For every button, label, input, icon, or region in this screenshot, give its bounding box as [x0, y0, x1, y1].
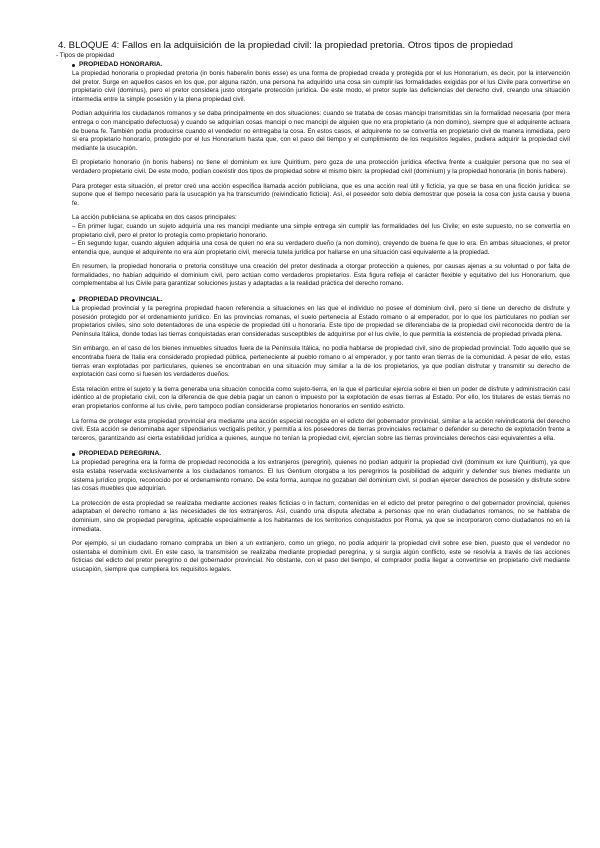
- bullet-icon: [72, 299, 75, 302]
- section-heading-label: PROPIEDAD HONORARIA.: [79, 61, 163, 68]
- bullet-icon: [72, 64, 75, 67]
- page-subtitle: - Tipos de propiedad: [56, 52, 115, 59]
- paragraph: La propiedad provincial y la peregrina propiedad hacen referencia a situaciones en las que el individuo no posee el dominium civil, pero sí tiene un derecho de disfrute y posesión protegido por el ordenamiento jurídico. En las provincias romanas, el suelo pertenecía al Estado romano o al emperador, por lo que los particulares no podían ser propietarios civiles, sino solo detentadores de una especie de propiedad útil u honoraria. Este tipo de propiedad se diferenciaba de la propiedad civil reconocida dentro de la Península Itálica, donde todas las tierras conquistadas eran consideradas susceptibles de adquirirse por el Ius civile, lo que permitía la existencia de propiedad privada plena.: [72, 305, 570, 338]
- section-heading: [72, 61, 570, 69]
- paragraph: Podían adquirirla los ciudadanos romanos y se daba principalmente en dos situaciones: cuando se trataba de cosas mancipi transmitidas sin la formalidad necesaria (por mera entrega o con mancipatio defectuosa) y cuando se adquirían cosas mancipi o nec mancipi de alguien que no era propietario (a non domino), siempre que el adquirente actuara de buena fe. También podía producirse cuando el vendedor no entregaba la cosa. En estos casos, el adquirente no se convertía en propietario civil de manera inmediata, pero sí era propietario honorario, protegido por el Ius Honorarium hasta que, con el paso del tiempo y el cumplimiento de los requisitos legales, pudiera adquirir la propiedad civil mediante la usucapión.: [72, 110, 570, 152]
- section-propiedad-honoraria: [58, 61, 570, 289]
- section-heading-label: PROPIEDAD PROVINCIAL.: [79, 296, 163, 304]
- paragraph: Sin embargo, en el caso de los bienes inmuebles situados fuera de la Península Itálica, no podía hablarse de propiedad civil, sino de propiedad provincial. Todo aquello que se encontraba fuera de Italia era considerado propiedad pública, perteneciente al pueblo romano o al emperador, y por tanto eran tierras de la comunidad. A pesar de ello, estas tierras eran explotadas por particulares, quienes se encontraban en una situación muy similar a la de los propietarios, ya que podían disfrutar y transmitir su derecho de explotación casi como si fuesen los verdaderos dueños.: [72, 345, 570, 379]
- paragraph: Para proteger esta situación, el pretor creó una acción específica llamada acción publiciana, que es una acción real útil y ficticia, ya que se basa en una ficción jurídica: se supone que el tiempo necesario para la usucapión ya ha transcurrido (reivindicatio ficticia). Así, el poseedor solo debía demostrar que poseía la cosa con justa causa y buena fe.: [72, 182, 570, 207]
- paragraph: En resumen, la propiedad honoraria o pretoria constituye una creación del pretor destinada a otorgar protección a quienes, por causas ajenas a su voluntad o por falta de formalidades, no habían adquirido el dominium civil, pero actúan como verdaderos propietarios. Esta figura refleja el carácter flexible y equitativo del Ius Honorarium, que complementaba al Ius Civile para garantizar soluciones justas y adaptadas a la realidad práctica del derecho romano.: [72, 263, 570, 288]
- page-title: 4. BLOQUE 4: Fallos en la adquisición de la propiedad civil: la propiedad pretoria. Otros tipos de propiedad: [58, 40, 513, 51]
- paragraph: La acción publiciana se aplicaba en dos casos principales: – En primer lugar, cuando un sujeto adquiría una res mancipi mediante una simple entrega sin cumplir las formalidades del Ius Civile; en este supuesto, no se convertía en propietario civil, pero el pretor lo protegía como propietario honorario. – En segundo lugar, cuando alguien adquiría una cosa de quien no era su verdadero dueño (a non domino), creyendo de buena fe que lo era. En ambas situaciones, el pretor entendía que, aunque el adquirente no era aún propietario civil, merecía tutela jurídica por hallarse en una situación casi equivalente a la propiedad.: [72, 214, 570, 256]
- bullet-icon: [72, 453, 75, 456]
- section-propiedad-peregrina: [58, 450, 570, 574]
- paragraph: La propiedad peregrina era la forma de propiedad reconocida a los extranjeros (peregrini), quienes no podían adquirir la propiedad civil (dominium ex iure Quiritium), ya que esta estaba reservada exclusivamente a los ciudadanos romanos. El Ius Gentium otorgaba a los peregrinos la posibilidad de adquirir y defender sus bienes mediante un sistema jurídico propio, reconocido por el ordenamiento romano. De esta forma, aunque no gozaban del dominium civil, sí podían ejercer derechos de posesión y disfrute sobre las cosas muebles que adquirían.: [72, 459, 570, 493]
- section-heading: [72, 296, 570, 304]
- section-propiedad-provincial: [58, 296, 570, 443]
- paragraph: La forma de proteger esta propiedad provincial era mediante una acción especial recogida en el edicto del gobernador provincial, similar a la acción reivindicatoria del derecho civil. Esta acción se denominaba ager stipendiarius vectigalis petitor, y permitía a los poseedores de tierras provinciales reclamar o defender su derecho de explotación frente a terceros, garantizando así cierta estabilidad jurídica a quienes, aunque no tenían la propiedad civil, ejercían sobre las tierras provinciales derechos casi equivalentes a ella.: [72, 417, 570, 442]
- paragraph: La protección de esta propiedad se realizaba mediante acciones reales ficticias o in factum, contenidas en el edicto del pretor peregrino o del gobernador provincial, quienes adaptaban el derecho romano a las necesidades de los extranjeros. Así, cuando una disputa afectaba a personas que no eran ciudadanos romanos, no se hablaba de dominium, sino de propiedad peregrina, aplicable especialmente a los habitantes de los territorios conquistados por Roma, ya que se incorporaron como ciudadanos no en la inmediata.: [72, 499, 570, 533]
- paragraph: El propietario honorario (in bonis habens) no tiene el dominium ex iure Quiritium, pero goza de una protección jurídica efectiva frente a cualquier persona que no sea el verdadero propietario civil. De este modo, podían coexistir dos tipos de propiedad sobre el mismo bien: la propiedad civil (dominium) y la propiedad honoraria (in bonis habere).: [72, 159, 570, 175]
- paragraph: Esta relación entre el sujeto y la tierra generaba una situación conocida como sujeto-tierra, en la que el particular ejercía sobre el bien un poder de disfrute y administración casi idéntico al de propietario civil, con la diferencia de que debía pagar un canon o impuesto por la explotación de esas tierras al Estado. Por ello, los titulares de estas tierras no eran propietarios conforme al Ius civile, pero tampoco podían considerarse propietarios honorarios en sentido estricto.: [72, 385, 570, 410]
- paragraph: La propiedad honoraria o propiedad pretoria (in bonis habere/in bonis esse) es una forma de propiedad creada y protegida por el Ius Honorarium, es decir, por la intervención del pretor. Surge en aquellos casos en los que, por alguna razón, una persona ha adquirido una cosa sin cumplir las formalidades exigidas por el Ius Civile para convertirse en propietario civil (dominus), pero el pretor considera justo otorgarle protección jurídica. De este modo, el pretor suple las deficiencias del derecho civil, creando una situación intermedia entre la simple posesión y la plena propiedad civil.: [72, 70, 570, 103]
- section-heading: [72, 450, 570, 458]
- section-heading-label: PROPIEDAD PEREGRINA.: [79, 450, 162, 458]
- paragraph: Por ejemplo, si un ciudadano romano compraba un bien a un extranjero, como un griego, no podía adquirir la propiedad civil sobre ese bien, puesto que el vendedor no ostentaba el dominium civil. En este caso, la transmisión se realizaba mediante propiedad peregrina, y si surgía algún conflicto, este se resolvía a través de las acciones ficticias del edicto del pretor peregrino o del gobernador provincial. No obstante, con el paso del tiempo, el comprador podía llegar a convertirse en propietario civil mediante usucapión, siempre que cumpliera los requisitos legales.: [72, 540, 570, 573]
